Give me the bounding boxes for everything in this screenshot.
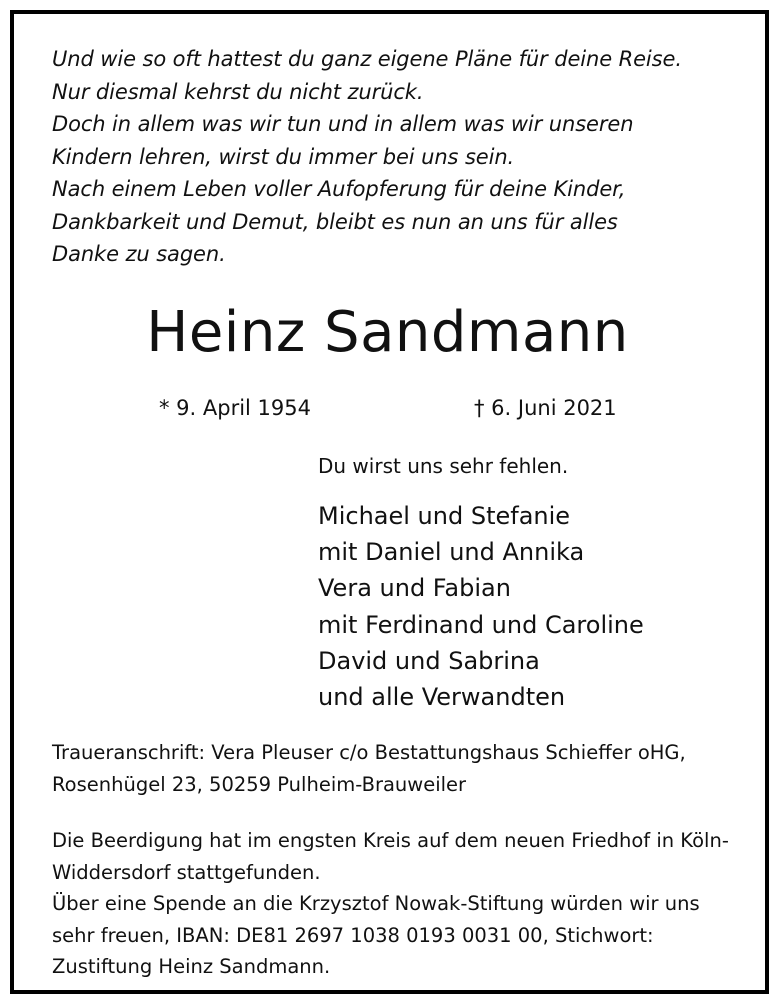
family-line: und alle Verwandten: [318, 683, 566, 712]
family-line: mit Daniel und Annika: [318, 538, 585, 567]
poem: [52, 43, 742, 271]
notice-line: Widdersdorf stattgefunden.: [52, 860, 321, 884]
poem-line: Nach einem Leben voller Aufopferung für deine Kinder,: [52, 177, 626, 201]
family-list: [318, 498, 644, 715]
birth-date: * 9. April 1954: [159, 396, 312, 420]
address-line: Rosenhügel 23, 50259 Pulheim-Brauweiler: [52, 773, 467, 796]
funeral-notice: [52, 825, 729, 983]
family-line: David und Sabrina: [318, 646, 540, 675]
poem-line: Dankbarkeit und Demut, bleibt es nun an uns für alles: [52, 209, 618, 234]
mourning-address: [52, 737, 686, 801]
farewell-text: Du wirst uns sehr fehlen.: [318, 454, 569, 478]
family-line: mit Ferdinand und Caroline: [318, 610, 644, 639]
address-line: Traueranschrift: Vera Pleuser c/o Bestattungshaus Schieffer oHG,: [52, 741, 686, 764]
notice-line: sehr freuen, IBAN: DE81 2697 1038 0193 0031 00, Stichwort:: [52, 923, 654, 947]
poem-line: Doch in allem was wir tun und in allem was wir unseren: [52, 112, 634, 136]
family-line: Vera und Fabian: [318, 574, 511, 603]
poem-line: Kindern lehren, wirst du immer bei uns sein.: [52, 144, 515, 169]
notice-line: Die Beerdigung hat im engsten Kreis auf dem neuen Friedhof in Köln-: [52, 829, 729, 852]
deceased-name: Heinz Sandmann: [146, 300, 629, 365]
notice-line: Über eine Spende an die Krzysztof Nowak-Stiftung würden wir uns: [52, 892, 700, 915]
notice-line: Zustiftung Heinz Sandmann.: [52, 955, 331, 978]
poem-line: Und wie so oft hattest du ganz eigene Pläne für deine Reise.: [52, 47, 682, 71]
family-line: Michael und Stefanie: [318, 502, 571, 530]
death-date: † 6. Juni 2021: [474, 396, 617, 420]
poem-line: Danke zu sagen.: [52, 242, 226, 266]
poem-line: Nur diesmal kehrst du nicht zurück.: [52, 79, 424, 104]
